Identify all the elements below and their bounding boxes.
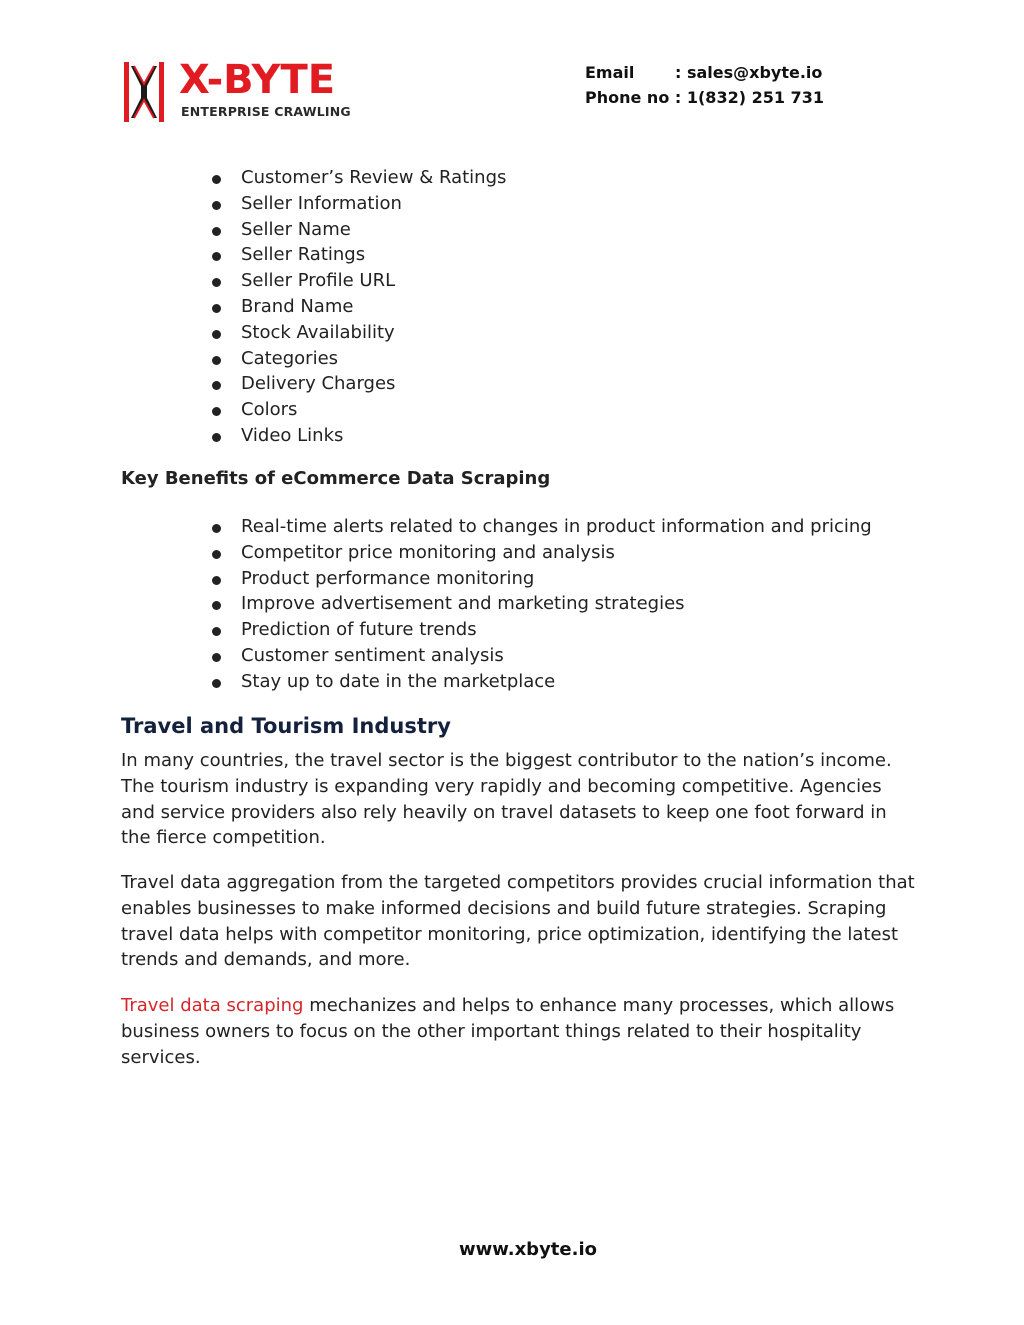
contact-info: [585, 60, 824, 110]
phone-label: Phone no: [585, 88, 670, 107]
benefits-heading: Key Benefits of eCommerce Data Scraping: [121, 468, 551, 489]
logo-wordmark: X-BYTE: [179, 57, 336, 103]
footer-website[interactable]: www.xbyte.io: [459, 1239, 597, 1260]
list-item: Prediction of future trends: [211, 617, 872, 643]
paragraph: In many countries, the travel sector is the biggest contributor to the nation’s income. The tourism industry is expanding very rapidly and becoming competitive. Agencies and service providers also rely heavily on travel datasets to keep one foot forward in the fierce competition.: [121, 750, 892, 849]
section-title: Travel and Tourism Industry: [121, 714, 451, 738]
list-item: Stay up to date in the marketplace: [211, 669, 872, 695]
list-item: Brand Name: [211, 294, 506, 320]
list-item: Categories: [211, 346, 506, 372]
email-label: Email: [585, 63, 635, 82]
phone-row: [585, 85, 824, 110]
list-item: Video Links: [211, 423, 506, 449]
list-item: Real-time alerts related to changes in product information and pricing: [211, 514, 872, 540]
paragraph-text: mechanizes and helps to enhance many processes, which allows business owners to focus on the other important things related to their hospitality services.: [121, 995, 895, 1068]
phone-value[interactable]: : 1(832) 251 731: [674, 88, 824, 107]
list-item: Seller Information: [211, 191, 506, 217]
xbyte-logo-icon: [121, 62, 167, 122]
data-fields-list: [211, 165, 506, 449]
list-item: Competitor price monitoring and analysis: [211, 540, 872, 566]
list-item: Seller Profile URL: [211, 268, 506, 294]
list-item: Delivery Charges: [211, 371, 506, 397]
list-item: Product performance monitoring: [211, 566, 872, 592]
list-item: Seller Ratings: [211, 242, 506, 268]
list-item: Stock Availability: [211, 320, 506, 346]
list-item: Customer’s Review & Ratings: [211, 165, 506, 191]
company-logo: [121, 57, 361, 124]
list-item: Colors: [211, 397, 506, 423]
benefits-list: [211, 514, 872, 695]
travel-data-scraping-link[interactable]: Travel data scraping: [121, 995, 304, 1016]
list-item: Customer sentiment analysis: [211, 643, 872, 669]
list-item: Seller Name: [211, 217, 506, 243]
paragraph: [121, 993, 921, 1070]
email-row: [585, 60, 824, 85]
paragraph: Travel data aggregation from the targeted competitors provides crucial information that enables businesses to make informed decisions and build future strategies. Scraping travel data helps with competitor monitoring, price optimization, identifying the latest trends and demands, and more.: [121, 872, 915, 971]
logo-tagline: ENTERPRISE CRAWLING: [181, 104, 351, 119]
list-item: Improve advertisement and marketing strategies: [211, 591, 872, 617]
email-value[interactable]: : sales@xbyte.io: [675, 63, 823, 82]
